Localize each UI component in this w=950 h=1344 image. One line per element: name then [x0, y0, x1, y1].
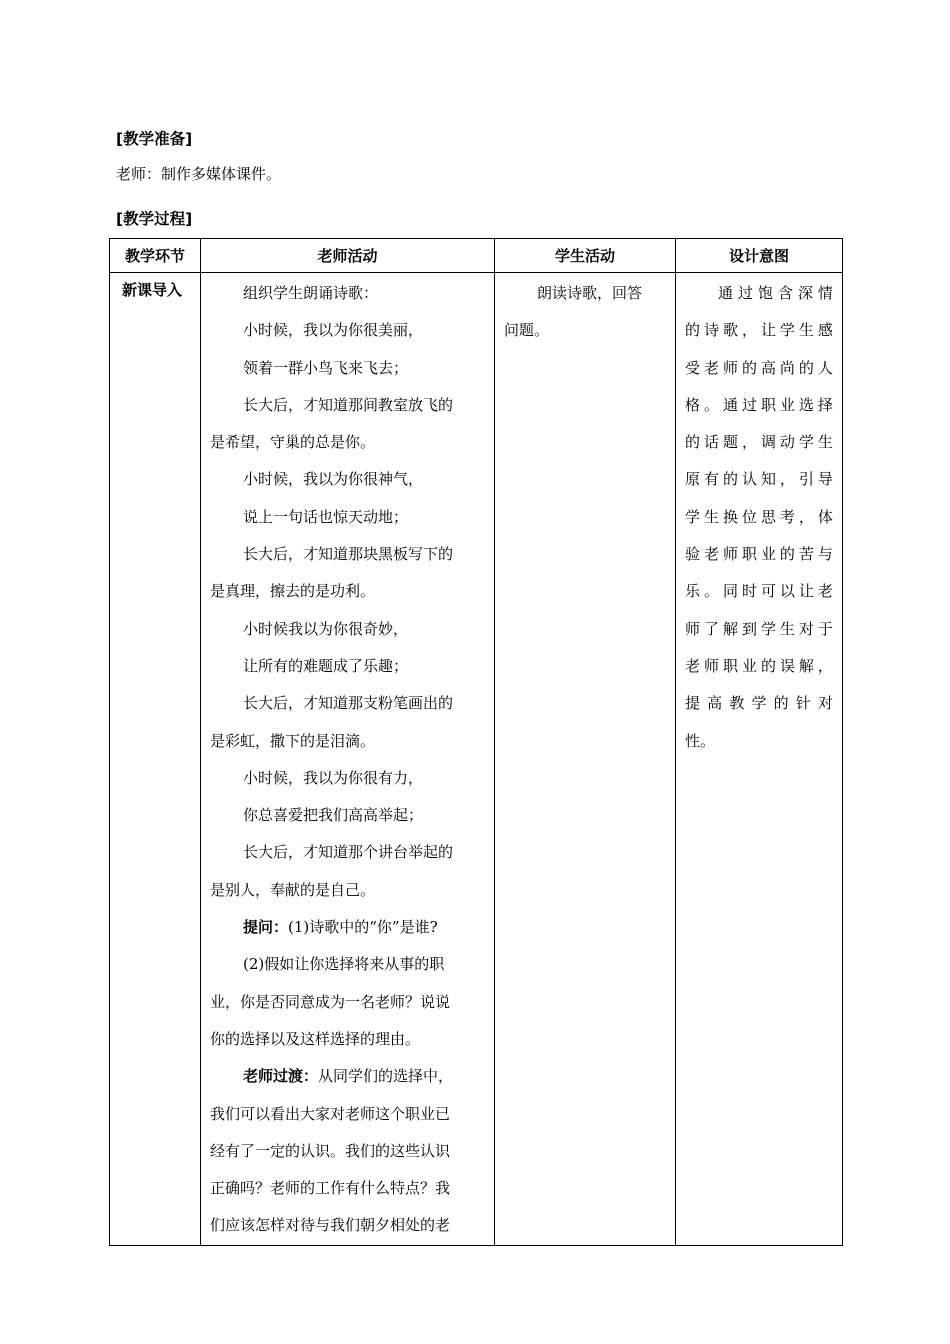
question-line — [210, 909, 487, 946]
intent-line: 学 生 换 位 思 考 ， 体 — [685, 507, 833, 526]
design-intent-cell — [676, 273, 843, 1246]
prep-content: 老师：制作多媒体课件。 — [116, 165, 282, 183]
transition-line: 正确吗？老师的工作有什么特点？我 — [210, 1179, 451, 1198]
question-label: 提问： — [243, 918, 289, 937]
teacher-line: 长大后，才知道那个讲台举起的 — [243, 843, 454, 862]
teacher-line: 是真理，擦去的是功利。 — [210, 582, 376, 601]
transition-line: 们应该怎样对待与我们朝夕相处的老 — [210, 1216, 451, 1235]
teacher-line: 小时候，我以为你很美丽， — [243, 321, 424, 340]
process-heading: [教学过程] — [116, 210, 193, 228]
intent-line: 受 老 师 的 高 尚 的 人 — [685, 358, 833, 377]
teacher-line: 小时候，我以为你很有力， — [243, 768, 424, 787]
transition-line — [210, 1058, 487, 1095]
teacher-activity-cell — [201, 273, 495, 1246]
teacher-line: 你总喜爱把我们高高举起； — [243, 806, 424, 825]
question-2-line: (2)假如让你选择将来从事的职 — [243, 955, 445, 974]
prep-heading: [教学准备] — [116, 130, 193, 148]
teacher-line: 小时候，我以为你很神气， — [243, 470, 424, 489]
teacher-line: 领着一群小鸟飞来飞去； — [243, 358, 409, 377]
intent-line: 的 话 题 ， 调 动 学 生 — [685, 433, 833, 452]
header-student-activity: 学生活动 — [495, 239, 676, 273]
header-design-intent: 设计意图 — [676, 239, 843, 273]
teacher-line: 长大后，才知道那支粉笔画出的 — [243, 694, 454, 713]
teacher-activity-text — [201, 273, 494, 1245]
teacher-line: 小时候我以为你很奇妙， — [243, 619, 409, 638]
intent-line: 乐 。 同 时 可 以 让 老 — [685, 582, 833, 601]
intent-line: 的 诗 歌 ， 让 学 生 感 — [685, 321, 833, 340]
question-2-line: 你的选择以及这样选择的理由。 — [210, 1029, 421, 1048]
teacher-line: 是别人，奉献的是自己。 — [210, 880, 376, 899]
intent-line: 提 高 教 学 的 针 对 — [685, 694, 833, 713]
teacher-line: 是希望，守巢的总是你。 — [210, 433, 376, 452]
intent-line: 原 有 的 认 知 ， 引 导 — [685, 470, 833, 489]
design-intent-text — [676, 273, 842, 760]
transition-line: 经有了一定的认识。我们的这些认识 — [210, 1141, 451, 1160]
lesson-table — [109, 238, 843, 1246]
teacher-line: 组织学生朗诵诗歌： — [243, 284, 379, 302]
table-row — [110, 273, 843, 1246]
intent-line: 格 。 通 过 职 业 选 择 — [685, 395, 833, 414]
question-2-line: 业，你是否同意成为一名老师？说说 — [210, 992, 451, 1011]
header-teacher-activity: 老师活动 — [201, 239, 495, 273]
transition-label: 老师过渡： — [243, 1067, 319, 1086]
intent-line: 性。 — [685, 731, 716, 750]
teacher-line: 长大后，才知道那块黑板写下的 — [243, 545, 454, 564]
intent-line: 验 老 师 职 业 的 苦 与 — [685, 545, 833, 564]
question-1: (1)诗歌中的“你”是谁? — [288, 918, 438, 937]
header-stage: 教学环节 — [110, 239, 201, 273]
student-line: 朗读诗歌，回答 — [537, 284, 643, 302]
intent-line: 通 过 饱 含 深 情 — [718, 284, 833, 302]
table-header-row — [110, 239, 843, 273]
intent-line: 师 了 解 到 学 生 对 于 — [685, 619, 833, 638]
teacher-line: 长大后，才知道那间教室放飞的 — [243, 395, 454, 414]
intent-line: 老 师 职 业 的 误 解 ， — [685, 656, 833, 675]
teacher-line: 让所有的难题成了乐趣； — [243, 656, 409, 675]
teacher-line: 是彩虹，撒下的是泪滴。 — [210, 731, 376, 750]
transition-line: 我们可以看出大家对老师这个职业已 — [210, 1104, 451, 1123]
student-activity-cell — [495, 273, 676, 1246]
teacher-line: 说上一句话也惊天动地； — [243, 507, 409, 526]
student-line: 问题。 — [504, 321, 550, 340]
transition-first: 从同学们的选择中， — [318, 1067, 454, 1086]
student-activity-text — [495, 273, 675, 350]
stage-cell: 新课导入 — [110, 273, 201, 1246]
